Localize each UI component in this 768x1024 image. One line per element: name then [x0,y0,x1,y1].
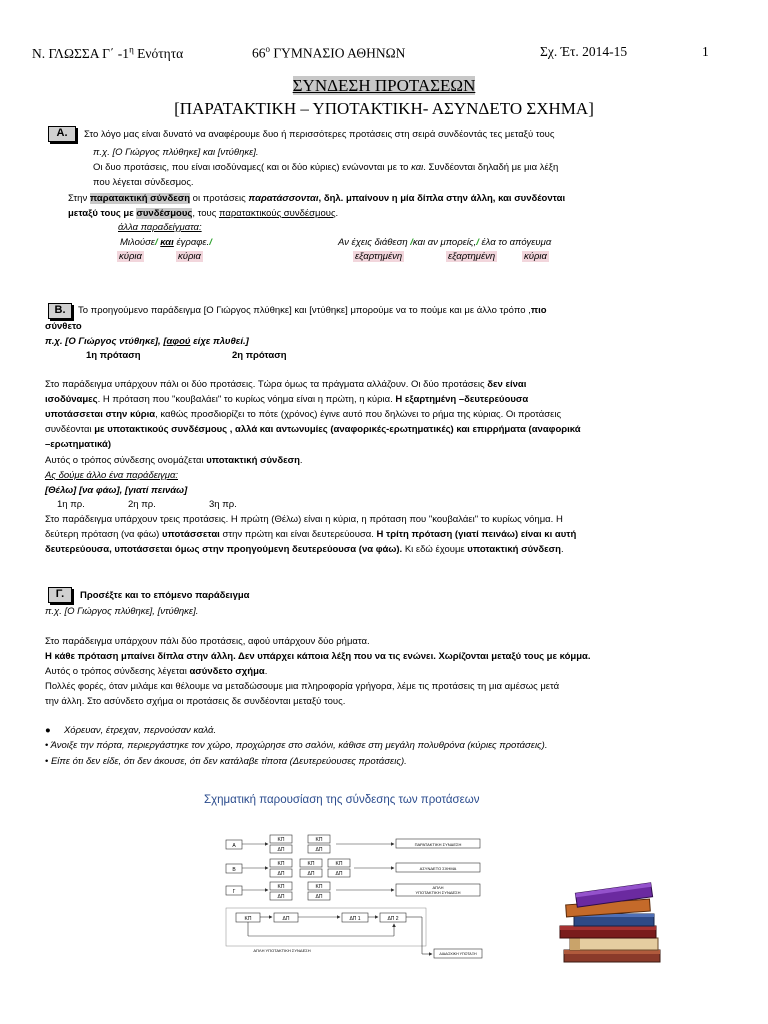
section-a-para1: Στην παρατακτική σύνδεση οι προτάσεις παρατάσσονται, δηλ. μπαίνουν η μία δίπλα στην άλλη, και συνδέονται [68,193,566,204]
header-school: $66^o$ ΓΥΜΝΑΣΙΟ ΑΘΗΝΩΝ [252,44,406,61]
section-a-para2: μεταξύ τους με συνδέσμους, τους παρατακτικούς συνδέσμους. [68,208,339,219]
section-g-l1: Στο παράδειγμα υπάρχουν πάλι δύο προτάσεις, αφού υπάρχουν δύο ρήματα. [45,636,370,647]
svg-text:ΠΑΡΑΤΑΚΤΙΚΗ ΣΥΝΔΕΣΗ: ΠΑΡΑΤΑΚΤΙΚΗ ΣΥΝΔΕΣΗ [414,842,462,847]
section-b-text2: ισοδύναμες. Η πρόταση που "κουβαλάει" το κυρίως νόημα είναι η πρώτη, η κύρια. Η εξαρτημένη –δευτερεύουσα [45,394,529,405]
svg-text:ΔΠ: ΔΠ [335,871,343,877]
svg-text:ΔΠ: ΔΠ [282,916,290,922]
example-2: Αν έχεις διάθεση /και αν μπορείς,/ έλα το απόγευμα [338,237,552,248]
svg-text:ΔΠ 2: ΔΠ 2 [387,916,399,922]
section-g-example: π.χ. [Ο Γιώργος πλύθηκε], [ντύθηκε]. [45,606,199,617]
svg-text:ΑΣΥΝΔΕΤΟ ΣΧΗΜΑ: ΑΣΥΝΔΕΤΟ ΣΧΗΜΑ [419,866,457,871]
svg-text:ΚΠ: ΚΠ [277,861,285,867]
svg-text:ΚΠ: ΚΠ [277,837,285,843]
section-b-p1: 1η πρόταση [86,350,141,361]
header-subject: Ν. ΓΛΩΣΣΑ Γ΄ $-1^\eta$ Ενότητα [32,44,184,61]
svg-text:ΔΠ: ΔΠ [277,894,285,900]
bullet-item: ● Χόρευαν, έτρεχαν, περνούσαν καλά. [45,725,217,736]
svg-text:ΚΠ: ΚΠ [277,884,285,890]
section-b-u2: δεύτερη πρόταση (να φάω) υποτάσσεται στην πρώτη και είναι δευτερεύουσα. Η τρίτη πρόταση (γιατί πεινάω) είναι κι αυτή [45,529,577,540]
section-b-example2: [Θέλω] [να φάω], [γιατί πεινάω] [45,485,188,496]
page-number: 1 [702,44,709,59]
tag-exart-2: εξαρτημένη [448,251,496,262]
section-g-l4: Πολλές φορές, όταν μιλάμε και θέλουμε να μεταδώσουμε μια πληροφορία γρήγορα, λέμε τις προτάσεις τη μια αμέσως μετά [45,681,560,692]
row-label: Α [232,843,236,849]
row-label: Γ [232,889,236,895]
section-a-example: π.χ. [Ο Γιώργος πλύθηκε] και [ντύθηκε]. [93,147,259,158]
section-b-n2: 2η πρ. [128,499,156,510]
section-b-n1: 1η πρ. [57,499,85,510]
svg-text:ΚΠ: ΚΠ [315,837,323,843]
svg-text:ΔΠ: ΔΠ [307,871,315,877]
bottom-label: ΑΠΛΗ ΥΠΟΤΑΚΤΙΚΗ ΣΥΝΔΕΣΗ [253,948,311,953]
section-g-l5: την άλλη. Στο ασύνδετο σχήμα οι προτάσεις δε συνδέονται μεταξύ τους. [45,696,346,707]
section-b-label: Β. [48,303,72,319]
books-icon [556,878,676,968]
section-a-label: Α. [48,126,76,142]
section-b-u1: Στο παράδειγμα υπάρχουν τρεις προτάσεις. Η πρώτη (Θέλω) είναι η κύρια, η πρόταση που "κουβαλάει" το κυρίως νόημα. Η [45,514,563,525]
section-b-n3: 3η πρ. [209,499,237,510]
tag-kyria-3: κύρια [524,251,547,262]
section-g-heading: Προσέξτε και το επόμενο παράδειγμα [80,590,250,601]
section-g-l2: Η κάθε πρόταση μπαίνει δίπλα στην άλλη. Δεν υπάρχει κάποια λέξη που να τις ενώνει. Χωρίζονται μεταξύ τους με κόμμα. [45,651,591,662]
section-g-label: Γ. [48,587,72,603]
section-b-more: Ας δούμε άλλο ένα παράδειγμα: [45,470,179,481]
page-title [0,76,768,96]
svg-text:ΔΙΑΔΟΧΙΚΗ ΥΠΟΤΑΞΗ: ΔΙΑΔΟΧΙΚΗ ΥΠΟΤΑΞΗ [439,952,477,956]
section-b-text6: Αυτός ο τρόπος σύνδεσης ονομάζεται υποτακτική σύνδεση. [45,455,303,466]
section-a-more-examples: άλλα παραδείγματα: [118,222,202,233]
section-b-line1: Το προηγούμενο παράδειγμα [Ο Γιώργος πλύθηκε] και [ντύθηκε] μπορούμε να το πούμε και με άλλο τρόπο ,πιο [78,305,547,316]
svg-text:ΚΠ: ΚΠ [315,884,323,890]
tag-kyria-2: κύρια [178,251,201,262]
sentence-connection-diagram [222,826,486,962]
section-b-text5: –ερωτηματικά) [45,439,111,450]
svg-text:ΔΠ: ΔΠ [315,894,323,900]
section-b-text4: συνδέονται με υποτακτικούς συνδέσμους , αλλά και αντωνυμίες (αναφορικές-ερωτηματικές) και επιρρήματα (αναφορικά [45,424,581,435]
svg-text:ΔΠ: ΔΠ [277,847,285,853]
section-b-text1: Στο παράδειγμα υπάρχουν πάλι οι δύο προτάσεις. Τώρα όμως τα πράγματα αλλάζουν. Οι δύο προτάσεις δεν είναι [45,379,527,390]
bullet-item: • Άνοιξε την πόρτα, περιεργάστηκε τον χώρο, προχώρησε στο σαλόνι, κάθισε στη μεγάλη πολυθρόνα (κύριες προτάσεις). [45,740,548,751]
page-header [32,44,722,62]
section-b-text3: υποτάσσεται στην κύρια, καθώς προσδιορίζει το πότε (χρόνος) έγινε αυτό που δηλώνει το ρήμα της κύριας. Οι προτάσεις [45,409,562,420]
section-b-p2: 2η πρόταση [232,350,287,361]
svg-text:ΚΠ: ΚΠ [244,916,252,922]
svg-text:ΔΠ: ΔΠ [277,871,285,877]
tag-exart-1: εξαρτημένη [355,251,403,262]
section-a-line4: που λέγεται σύνδεσμος. [93,177,194,188]
bullet-item: • Είπε ότι δεν είδε, ότι δεν άκουσε, ότι δεν κατάλαβε τίποτα (Δευτερεύουσες προτάσεις). [45,756,407,767]
section-b-line2: σύνθετο [45,321,82,332]
section-b-example: π.χ. [Ο Γιώργος ντύθηκε], [αφού είχε πλυθεί.] [45,336,249,347]
row-label: Β [232,867,236,873]
svg-text:ΚΠ: ΚΠ [307,861,315,867]
section-a-intro: Στο λόγο μας είναι δυνατό να αναφέρουμε δυο ή περισσότερες προτάσεις στη σειρά συνδέοντάς τες μεταξύ τους [84,129,555,140]
page-subtitle: [ΠΑΡΑΤΑΚΤΙΚΗ – ΥΠΟΤΑΚΤΙΚΗ- ΑΣΥΝΔΕΤΟ ΣΧΗΜΑ] [174,99,594,118]
section-b-u3: δευτερεύουσα, υποτάσσεται όμως στην προηγούμενη δευτερεύουσα (να φάω). Κι εδώ έχουμε υποτακτική σύνδεση. [45,544,564,555]
header-year: Σχ. Έτ. 2014-15 [540,44,628,59]
svg-text:ΔΠ: ΔΠ [315,847,323,853]
svg-text:ΑΠΛΗ: ΑΠΛΗ [432,885,444,890]
section-a-line3: Οι δυο προτάσεις, που είναι ισοδύναμες( και οι δύο κύριες) ενώνονται με το και. Συνδέονται δηλαδή με μια λέξη [93,162,559,173]
title-line1: ΣΥΝΔΕΣΗ ΠΡΟΤΑΣΕΩΝ [292,76,476,95]
diagram-caption: Σχηματική παρουσίαση της σύνδεσης των προτάσεων [204,794,480,806]
example-1: Μιλούσε/ και έγραφε./ [120,237,212,248]
section-g-l3: Αυτός ο τρόπος σύνδεσης λέγεται ασύνδετο σχήμα. [45,666,268,677]
tag-kyria-1: κύρια [119,251,142,262]
svg-text:ΥΠΟΤΑΚΤΙΚΗ ΣΥΝΔΕΣΗ: ΥΠΟΤΑΚΤΙΚΗ ΣΥΝΔΕΣΗ [415,890,461,895]
svg-text:ΚΠ: ΚΠ [335,861,343,867]
svg-text:ΔΠ 1: ΔΠ 1 [349,916,361,922]
